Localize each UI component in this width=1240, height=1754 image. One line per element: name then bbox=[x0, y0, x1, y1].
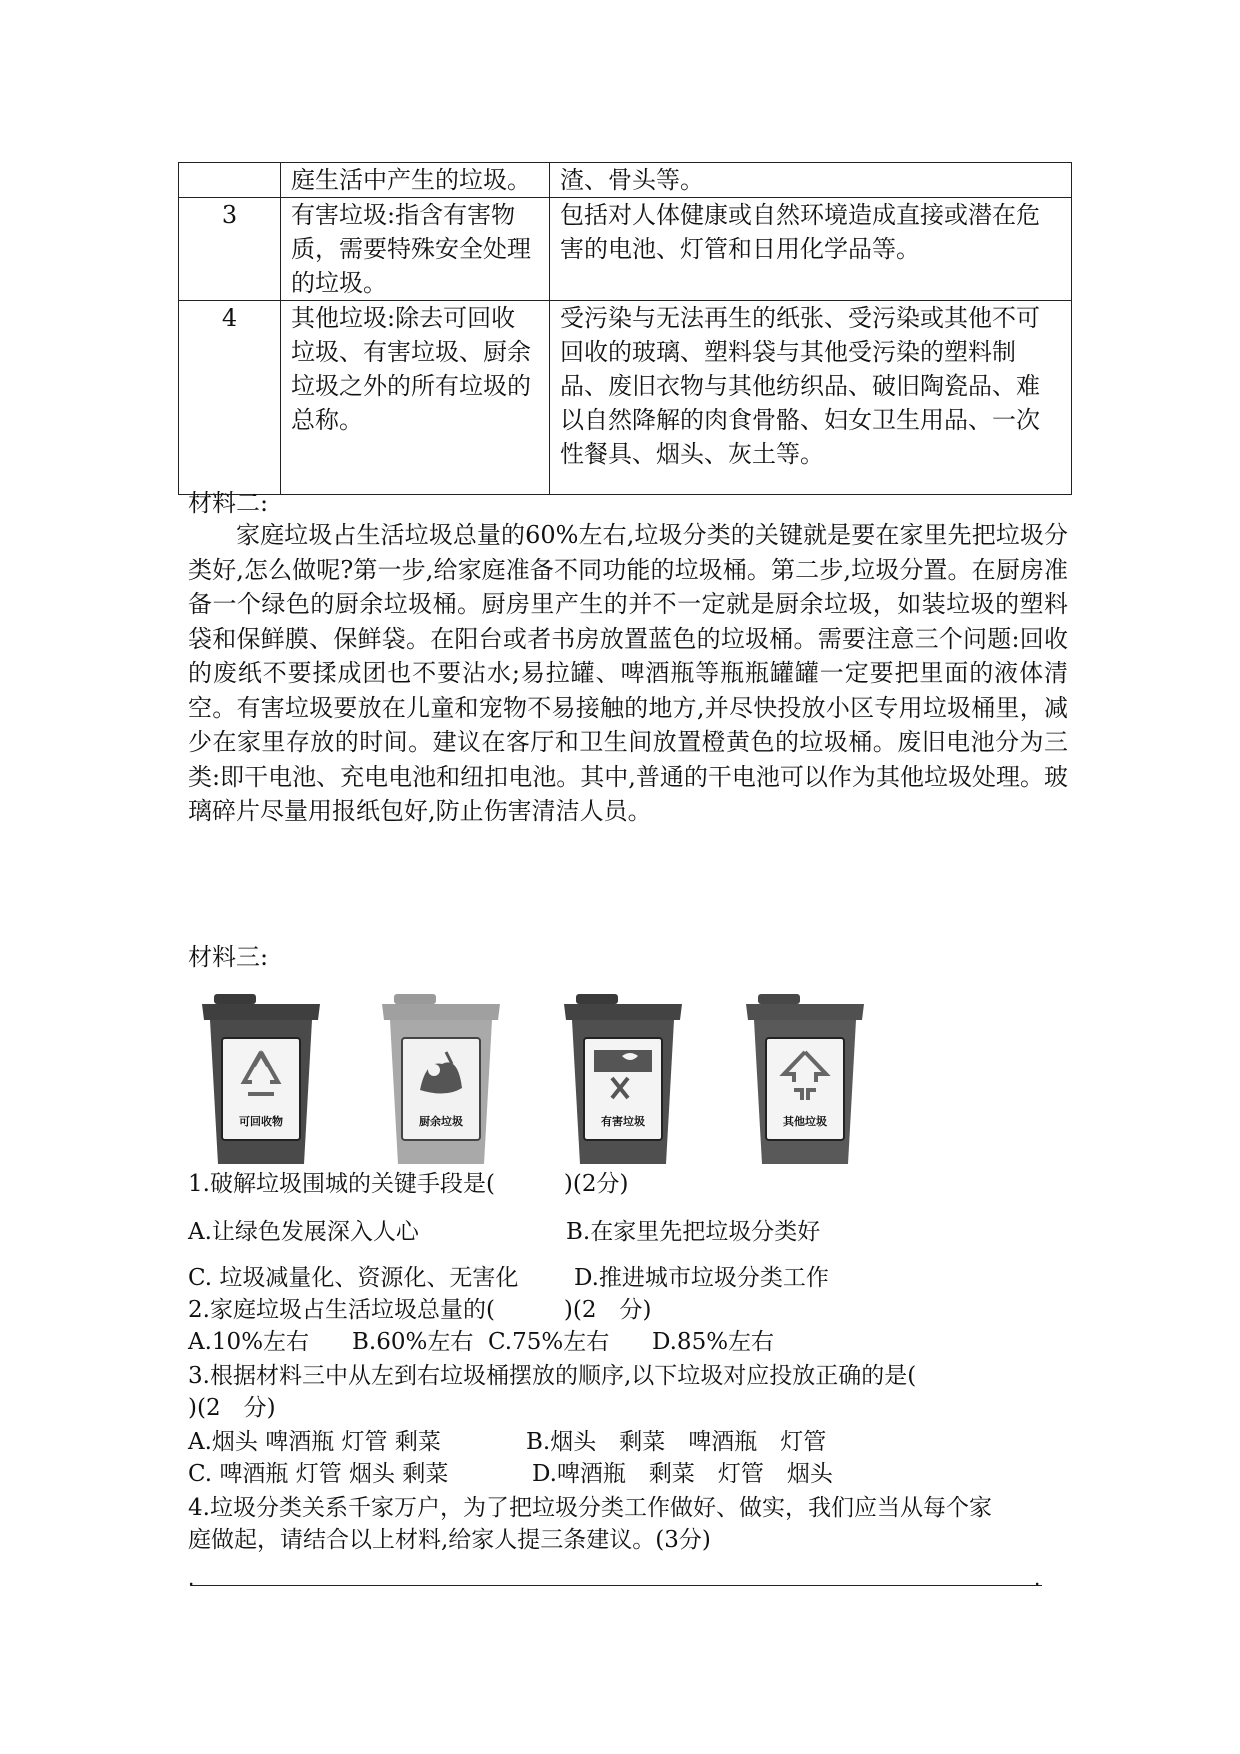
hazardous-icon bbox=[558, 990, 688, 1168]
question-1-option-c: C. 垃圾减量化、资源化、无害化 bbox=[188, 1265, 519, 1291]
line-end-dot: . bbox=[1034, 1566, 1041, 1590]
category-examples: 受污染与无法再生的纸张、受污染或其他不可回收的玻璃、塑料袋与其他受污染的塑料制品、废旧衣物与其他纺织品、破旧陶瓷品、难以自然降解的肉食骨骼、妇女卫生用品、一次性餐具、烟头、灰土等。 bbox=[550, 301, 1072, 495]
recycle-icon bbox=[196, 990, 326, 1168]
question-2-option-d: D.85%左右 bbox=[652, 1329, 775, 1355]
question-4-stem-line-1: 4.垃圾分类关系千家万户，为了把垃圾分类工作做好、做实，我们应当从每个家 bbox=[188, 1495, 992, 1521]
table-row bbox=[179, 301, 1072, 495]
question-3-stem-line-1: 3.根据材料三中从左到右垃圾桶摆放的顺序,以下垃圾对应投放正确的是( bbox=[188, 1363, 917, 1389]
material-two-paragraph: 家庭垃圾占生活垃圾总量的60%左右,垃圾分类的关键就是要在家里先把垃圾分类好,怎么做呢?第一步,给家庭准备不同功能的垃圾桶。第二步,垃圾分置。在厨房准备一个绿色的厨余垃圾桶。厨房里产生的并不一定就是厨余垃圾，如装垃圾的塑料袋和保鲜膜、保鲜袋。在阳台或者书房放置蓝色的垃圾桶。需要注意三个问题:回收的废纸不要揉成团也不要沾水;易拉罐、啤酒瓶等瓶瓶罐罐一定要把里面的液体清空。有害垃圾要放在儿童和宠物不易接触的地方,并尽快投放小区专用垃圾桶里，减少在家里存放的时间。建议在客厅和卫生间放置橙黄色的垃圾桶。废旧电池分为三类:即干电池、充电电池和纽扣电池。其中,普通的干电池可以作为其他垃圾处理。玻璃碎片尽量用报纸包好,防止伤害清洁人员。 bbox=[188, 521, 1068, 825]
hazardous-bin bbox=[558, 990, 688, 1168]
garbage-category-table bbox=[178, 162, 1072, 495]
row-number bbox=[179, 163, 281, 198]
table-row bbox=[179, 198, 1072, 301]
category-examples: 包括对人体健康或自然环境造成直接或潜在危害的电池、灯管和日用化学品等。 bbox=[550, 198, 1072, 301]
material-three-label: 材料三: bbox=[188, 943, 269, 971]
bin-label: 有害垃圾 bbox=[601, 1115, 645, 1128]
question-2-option-a: A.10%左右 bbox=[188, 1329, 310, 1355]
question-4-stem-line-2: 庭做起，请结合以上材料,给家人提三条建议。(3分) bbox=[188, 1527, 711, 1553]
category-examples: 渣、骨头等。 bbox=[550, 163, 1072, 198]
category-definition: 有害垃圾:指含有害物质，需要特殊安全处理的垃圾。 bbox=[281, 198, 550, 301]
row-number: 4 bbox=[179, 301, 281, 495]
question-3-option-d: D.啤酒瓶 剩菜 灯管 烟头 bbox=[532, 1461, 833, 1487]
bin-label: 厨余垃圾 bbox=[419, 1115, 463, 1128]
garbage-bins-figure bbox=[196, 990, 896, 1170]
category-definition: 庭生活中产生的垃圾。 bbox=[281, 163, 550, 198]
question-2-option-c: C.75%左右 bbox=[488, 1329, 610, 1355]
other-waste-icon bbox=[740, 990, 870, 1168]
other-waste-bin bbox=[740, 990, 870, 1168]
food-waste-bin bbox=[376, 990, 506, 1168]
table-row bbox=[179, 163, 1072, 198]
row-number: 3 bbox=[179, 198, 281, 301]
question-1-stem: 1.破解垃圾围城的关键手段是( )(2分) bbox=[188, 1171, 629, 1197]
question-1-option-a: A.让绿色发展深入人心 bbox=[188, 1219, 419, 1245]
material-two-label: 材料二: bbox=[188, 489, 269, 517]
question-3-stem-line-2: )(2 分) bbox=[188, 1395, 276, 1421]
bin-label: 可回收物 bbox=[239, 1115, 283, 1128]
question-2-option-b: B.60%左右 bbox=[352, 1329, 474, 1355]
question-1-option-d: D.推进城市垃圾分类工作 bbox=[574, 1265, 829, 1291]
question-3-option-c: C. 啤酒瓶 灯管 烟头 剩菜 bbox=[188, 1461, 449, 1487]
category-definition: 其他垃圾:除去可回收垃圾、有害垃圾、厨余垃圾之外的所有垃圾的总称。 bbox=[281, 301, 550, 495]
bin-label: 其他垃圾 bbox=[783, 1115, 827, 1128]
food-waste-icon bbox=[376, 990, 506, 1168]
recyclable-bin bbox=[196, 990, 326, 1168]
answer-line[interactable] bbox=[190, 1585, 1042, 1586]
line-start-dot: . bbox=[188, 1566, 195, 1590]
question-3-option-b: B.烟头 剩菜 啤酒瓶 灯管 bbox=[526, 1429, 827, 1455]
question-1-option-b: B.在家里先把垃圾分类好 bbox=[566, 1219, 821, 1245]
question-2-stem: 2.家庭垃圾占生活垃圾总量的( )(2 分) bbox=[188, 1297, 652, 1323]
question-3-option-a: A.烟头 啤酒瓶 灯管 剩菜 bbox=[188, 1429, 441, 1455]
